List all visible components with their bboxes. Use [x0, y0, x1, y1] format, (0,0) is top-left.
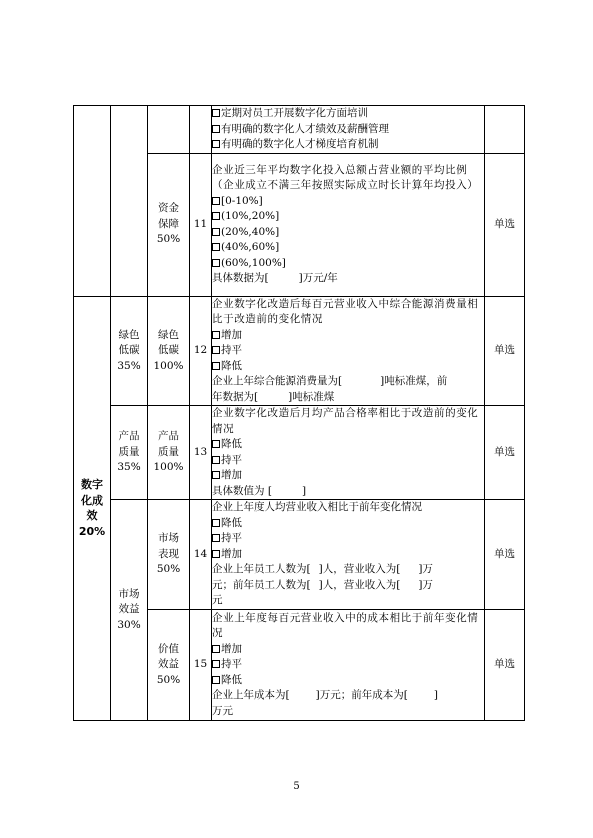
question-number: 14	[190, 500, 212, 610]
option-item[interactable]: 降低	[212, 516, 484, 532]
table-row	[74, 106, 525, 154]
question-text: 企业数字化改造后每百元营业收入中综合能源消费量相比于改造前的变化情况	[212, 297, 479, 325]
option-item[interactable]: 增加	[212, 328, 484, 344]
checkbox-icon[interactable]	[212, 519, 220, 527]
table-row	[74, 406, 525, 500]
indicator-cell: 市场 表现 50%	[148, 500, 190, 610]
option-item[interactable]: 增加	[212, 642, 484, 658]
question-text: 企业数字化改造后月均产品合格率相比于改造前的变化情况	[212, 407, 479, 435]
option-item[interactable]: 降低	[212, 359, 484, 375]
question-cell	[212, 153, 485, 296]
checkbox-icon[interactable]	[212, 109, 220, 117]
question-type: 单选	[485, 153, 525, 296]
checkbox-icon[interactable]	[212, 197, 220, 205]
type-cell-previous	[485, 106, 525, 154]
level1-cell: 绿色 低碳 35%	[111, 296, 148, 406]
number-cell-previous	[190, 106, 212, 154]
checkbox-icon[interactable]	[212, 550, 220, 558]
option-item[interactable]: 定期对员工开展数字化方面培训	[212, 106, 484, 122]
checkbox-icon[interactable]	[212, 456, 220, 464]
question-text: 企业上年度每百元营业收入中的成本相比于前年变化情况	[212, 611, 479, 640]
indicator-cell: 绿色 低碳 100%	[148, 296, 190, 406]
question-text: 企业近三年平均数字化投入总额占营业额的平均比例（企业成立不满三年按照实际成立时长计算年均投入）	[212, 163, 479, 191]
question-number: 12	[190, 296, 212, 406]
level1-cell-previous	[111, 106, 148, 297]
page-number: 5	[293, 781, 300, 792]
table-row	[74, 500, 525, 610]
checkbox-icon[interactable]	[212, 331, 220, 339]
question-cell	[212, 296, 485, 406]
question-text: 企业上年度人均营业收入相比于前年变化情况	[212, 501, 422, 514]
detail-field[interactable]: 元；前年员工人数为[ ]人，营业收入为[ ]万	[212, 578, 433, 591]
option-item[interactable]: 有明确的数字化人才梯度培育机制	[212, 137, 484, 153]
indicator-cell: 产品 质量 100%	[148, 406, 190, 500]
detail-field[interactable]: 企业上年成本为[ ]万元；前年成本为[ ]	[212, 689, 438, 702]
indicator-cell: 资金 保障 50%	[148, 153, 190, 296]
option-item[interactable]: 持平	[212, 453, 484, 469]
question-cell: 企业上年度每百元营业收入中的成本相比于前年变化情况 增加 持平 降低 企业上年成本为[ ]万元；前年成本为[ ] 万元	[212, 610, 485, 721]
dimension-label: 数字	[81, 478, 103, 492]
indicator-cell-previous	[148, 106, 190, 154]
option-item[interactable]: 持平	[212, 343, 484, 359]
checkbox-icon[interactable]	[212, 645, 220, 653]
checkbox-icon[interactable]	[212, 212, 220, 220]
option-item[interactable]: 降低	[212, 437, 484, 453]
question-number: 13	[190, 406, 212, 500]
option-item[interactable]: 增加	[212, 547, 484, 563]
question-number: 11	[190, 153, 212, 296]
checkbox-icon[interactable]	[212, 140, 220, 148]
checkbox-icon[interactable]	[212, 228, 220, 236]
option-item[interactable]: 增加	[212, 468, 484, 484]
detail-field[interactable]: 企业上年综合能源消费量为[ ]吨标准煤，前	[212, 375, 448, 387]
question-number: 15	[190, 610, 212, 721]
dimension-cell-previous	[74, 106, 111, 297]
table-row	[74, 296, 525, 406]
detail-field[interactable]: 具体数据为[ ]万元/年	[212, 272, 338, 284]
indicator-cell: 价值 效益 50%	[148, 610, 190, 721]
checkbox-icon[interactable]	[212, 534, 220, 542]
option-item[interactable]: 有明确的数字化人才绩效及薪酬管理	[212, 122, 484, 138]
checkbox-icon[interactable]	[212, 676, 220, 684]
question-type: 单选	[485, 296, 525, 406]
checkbox-icon[interactable]	[212, 346, 220, 354]
question-type: 单选	[485, 500, 525, 610]
question-type: 单选	[485, 610, 525, 721]
option-item[interactable]: [0-10%]	[212, 194, 484, 210]
option-item[interactable]: (20%,40%]	[212, 225, 484, 241]
question-type: 单选	[485, 406, 525, 500]
checkbox-icon[interactable]	[212, 259, 220, 267]
dimension-label: 效	[86, 509, 98, 523]
detail-field[interactable]: 企业上年员工人数为[ ]人，营业收入为[ ]万	[212, 563, 433, 576]
detail-field[interactable]: 年数据为[ ]吨标准煤	[212, 390, 335, 403]
dimension-cell	[74, 296, 111, 721]
question-cell: 企业上年度人均营业收入相比于前年变化情况 降低 持平 增加 企业上年员工人数为[ ]人，营业收入为[ ]万 元；前年员工人数为[ ]人，营业收入为[ ]万 元	[212, 500, 485, 610]
checkbox-icon[interactable]	[212, 243, 220, 251]
option-item[interactable]: (10%,20%]	[212, 209, 484, 225]
question-cell	[212, 406, 485, 500]
evaluation-form-table	[73, 105, 525, 721]
dimension-label: 化成	[81, 493, 103, 507]
question-cell-previous	[212, 106, 485, 154]
option-item[interactable]: 持平	[212, 657, 484, 673]
checkbox-icon[interactable]	[212, 660, 220, 668]
option-item[interactable]: 持平	[212, 531, 484, 547]
checkbox-icon[interactable]	[212, 471, 220, 479]
checkbox-icon[interactable]	[212, 125, 220, 133]
checkbox-icon[interactable]	[212, 362, 220, 370]
option-item[interactable]: (60%,100%]	[212, 256, 484, 272]
option-item[interactable]: 降低	[212, 673, 484, 689]
level1-cell: 产品 质量 35%	[111, 406, 148, 500]
detail-field[interactable]: 具体数值为 [ ]	[212, 484, 307, 497]
checkbox-icon[interactable]	[212, 440, 220, 448]
dimension-weight: 20%	[78, 524, 106, 538]
option-item[interactable]: (40%,60%]	[212, 240, 484, 256]
level1-cell: 市场 效益 30%	[111, 500, 148, 721]
